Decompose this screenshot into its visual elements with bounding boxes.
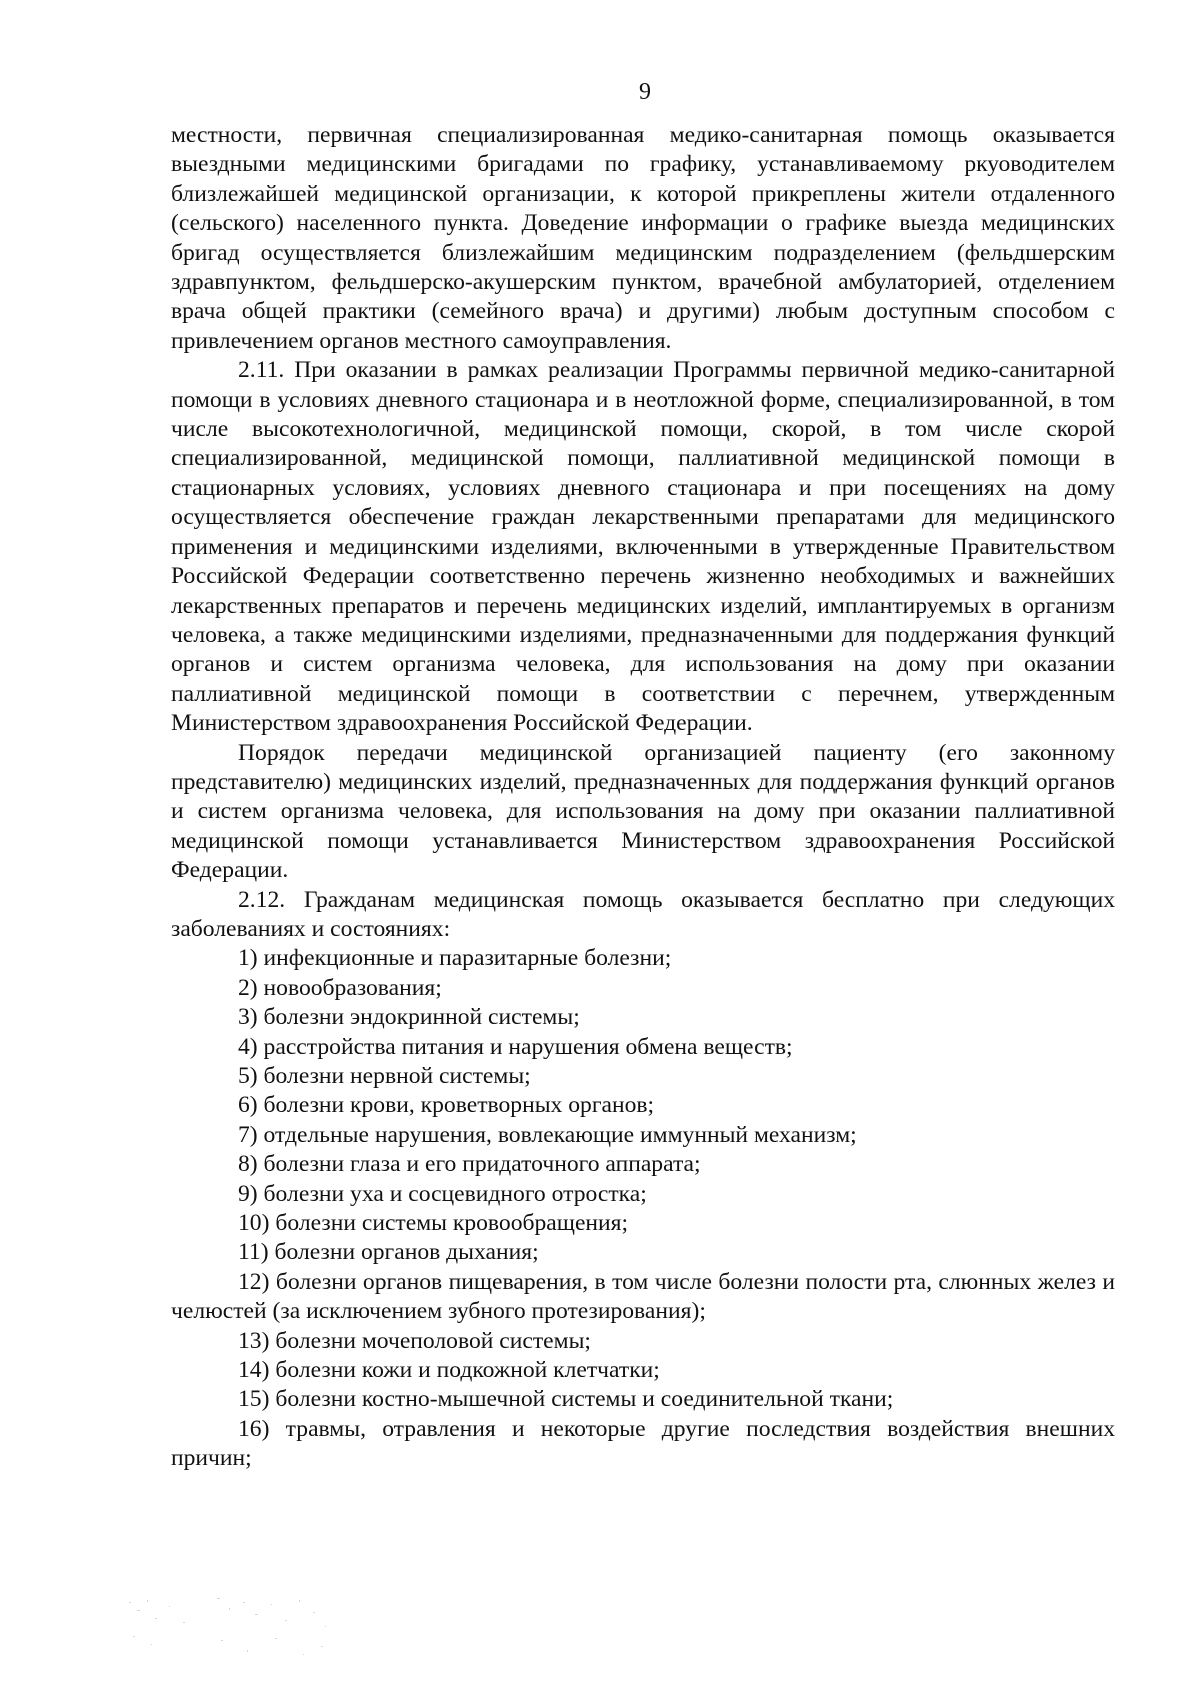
list-item: 10) болезни системы кровообращения; — [238, 1210, 629, 1237]
list-item: 15) болезни костно-мышечной системы и соединительной ткани; — [238, 1386, 894, 1413]
document-body — [171, 121, 1115, 1474]
paragraph-2-12: 2.12. Гражданам медицинская помощь оказывается бесплатно при следующих заболеваниях и состояниях: — [171, 886, 1115, 942]
paragraph-transfer-procedure: Порядок передачи медицинской организацией пациенту (его законному представителю) медицинских изделий, предназначенных для поддержания функций органов и систем организма человека, для использования на дому при оказании паллиативной медицинской помощи устанавливается Министерством здравоохранения Российской Федерации. — [171, 739, 1115, 884]
list-item: 1) инфекционные и паразитарные болезни; — [238, 945, 672, 972]
list-item: 16) травмы, отравления и некоторые другие последствия воздействия внешних причин; — [171, 1415, 1115, 1472]
scan-artifact — [125, 1592, 340, 1672]
list-item: 14) болезни кожи и подкожной клетчатки; — [238, 1357, 660, 1384]
paragraph-2-11: 2.11. При оказании в рамках реализации Программы первичной медико-санитарной помощи в условиях дневного стационара и в неотложной форме, специализированной, в том числе высокотехнологичной, медицинской помощи, скорой, в том числе скорой специализированной, медицинской помощи, паллиативной медицинской помощи в стационарных условиях, условиях дневного стационара и при посещениях на дому осуществляется обеспечение граждан лекарственными препаратами для медицинского применения и медицинскими изделиями, включенными в утвержденные Правительством Российской Федерации соответственно перечень жизненно необходимых и важнейших лекарственных препаратов и перечень медицинских изделий, имплантируемых в организм человека, а также медицинскими изделиями, предназначенными для поддержания функций органов и систем организма человека, для использования на дому при оказании паллиативной медицинской помощи в соответствии с перечнем, утвержденным Министерством здравоохранения Российской Федерации. — [171, 357, 1115, 737]
paragraph-rural-field-teams: местности, первичная специализированная медико-санитарная помощь оказывается выездными медицинскими бригадами по графику, устанавливаемому ркуоводителем близлежайшей медицинской организации, к которой прикреплены жители отдаленного (сельского) населенного пункта. Доведение информации о графике выезда медицинских бригад осуществляется близлежайшим медицинским подразделением (фельдшерским здравпунктом, фельдшерско-акушерским пунктом, врачебной амбулаторией, отделением врача общей практики (семейного врача) и другими) любым доступным способом с привлечением органов местного самоуправления. — [171, 122, 1115, 354]
list-item: 5) болезни нервной системы; — [238, 1063, 531, 1089]
list-item: 11) болезни органов дыхания; — [238, 1239, 539, 1266]
list-item: 4) расстройства питания и нарушения обмена веществ; — [238, 1033, 793, 1060]
list-item: 9) болезни уха и сосцевидного отростка; — [238, 1180, 647, 1207]
list-item: 6) болезни крови, кроветворных органов; — [238, 1092, 655, 1119]
list-item: 3) болезни эндокринной системы; — [238, 1004, 580, 1031]
list-item: 8) болезни глаза и его придаточного аппарата; — [238, 1151, 701, 1178]
list-item: 2) новообразования; — [238, 974, 442, 1001]
page-number: 9 — [639, 79, 651, 105]
list-item: 13) болезни мочеполовой системы; — [238, 1327, 591, 1354]
list-item: 12) болезни органов пищеварения, в том числе болезни полости рта, слюнных желез и челюстей (за исключением зубного протезирования); — [171, 1268, 1115, 1325]
list-item: 7) отдельные нарушения, вовлекающие иммунный механизм; — [238, 1121, 857, 1148]
